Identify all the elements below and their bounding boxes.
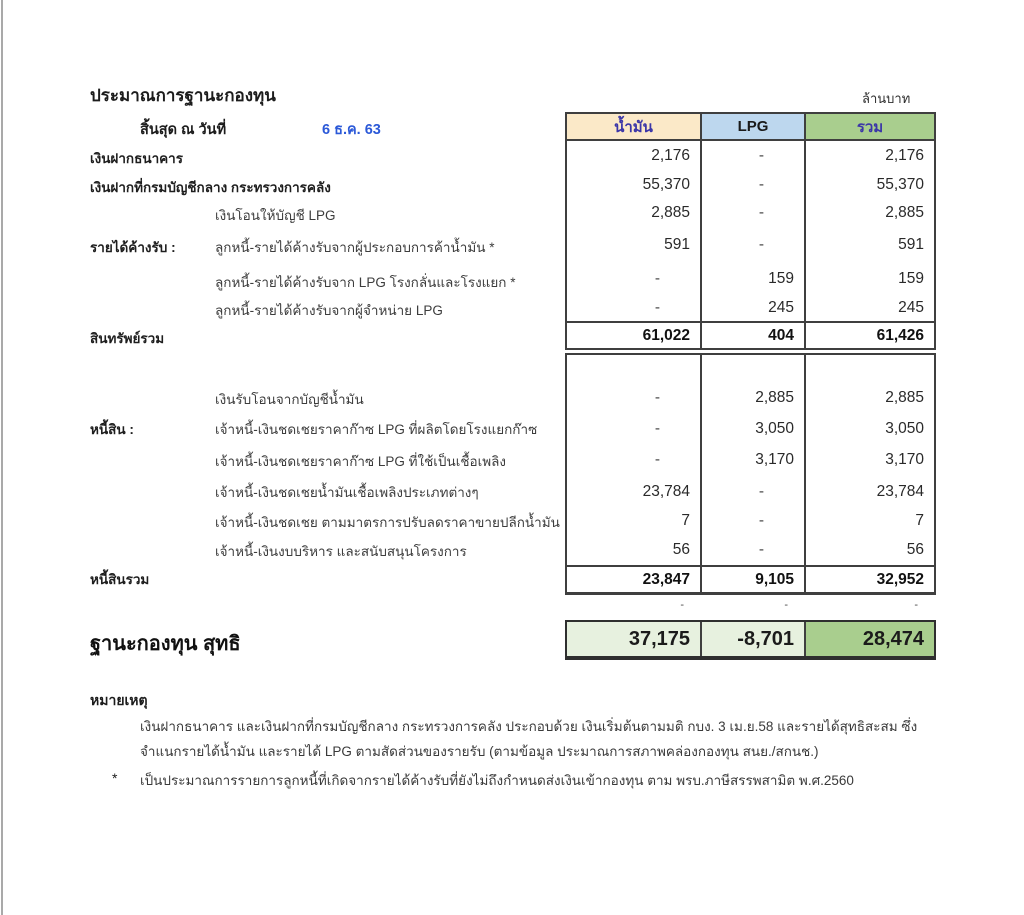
cell-total: 3,050: [804, 413, 934, 444]
table-row: [567, 413, 934, 444]
cell-oil: -: [654, 419, 660, 437]
cell-oil: -: [680, 599, 684, 611]
assets-total-row: [567, 321, 934, 348]
cell-oil-net: 37,175: [567, 622, 700, 656]
cell-total: 159: [804, 263, 934, 294]
cell-lpg: 3,050: [700, 413, 804, 444]
net-fund-status-label: ฐานะกองทุน สุทธิ: [90, 633, 241, 655]
note-text-1: เงินฝากธนาคาร และเงินฝากที่กรมบัญชีกลาง กระทรวงการคลัง ประกอบด้วย เงินเริ่มต้นตามมติ กบง. 3 เม.ย.58 และรายได้สุทธิสะสม ซึ่งจำแนกรายได้น้ำมัน และรายได้ LPG ตามสัดส่วนของรายรับ (ตามข้อมูล ประมาณการสภาพคล่องกองทุน สนย./สกนช.): [140, 719, 918, 759]
cell-lpg: -: [700, 171, 804, 199]
unit-label: ล้านบาท: [862, 91, 911, 106]
column-header-lpg: LPG: [700, 114, 804, 139]
table-row: [567, 199, 934, 227]
table-header-row: [565, 112, 936, 141]
row-label-total-liabilities: หนี้สินรวม: [90, 572, 150, 587]
liabilities-table: [565, 353, 936, 595]
cell-total: 2,885: [804, 383, 934, 413]
row-label-payable-lpg-separation: เจ้าหนี้-เงินชดเชยราคาก๊าซ LPG ที่ผลิตโดยโรงแยกก๊าซ: [215, 422, 538, 437]
cell-lpg: -: [700, 507, 804, 535]
table-row: [567, 263, 934, 294]
row-label-payable-admin-budget: เจ้าหนี้-เงินงบบริหาร และสนับสนุนโครงการ: [215, 544, 467, 559]
row-label-bank-deposits: เงินฝากธนาคาร: [90, 151, 184, 166]
cell-oil: 23,847: [642, 570, 690, 588]
cell-lpg: 159: [700, 263, 804, 294]
cell-total-net: 28,474: [804, 622, 934, 656]
note-bullet: *: [112, 770, 118, 786]
cell-total: 56: [804, 535, 934, 565]
row-label-payable-retail-price-measure: เจ้าหนี้-เงินชดเชย ตามมาตรการปรับลดราคาขายปลีกน้ำมัน: [215, 515, 560, 530]
cell-total: 61,426: [804, 323, 934, 348]
cell-oil: 2,885: [651, 204, 690, 221]
cell-oil: 23,784: [642, 482, 690, 500]
notes-heading: หมายเหตุ: [90, 692, 148, 708]
column-header-total: รวม: [804, 114, 934, 139]
cell-lpg: 9,105: [700, 567, 804, 592]
cell-oil: -: [654, 269, 660, 287]
cell-oil: 56: [672, 541, 690, 558]
row-label-payable-lpg-fuel: เจ้าหนี้-เงินชดเชยราคาก๊าซ LPG ที่ใช้เป็นเชื้อเพลิง: [215, 454, 506, 469]
cell-total: 32,952: [804, 567, 934, 592]
assets-table: [565, 141, 936, 350]
cell-lpg: 245: [700, 294, 804, 321]
cell-lpg: 2,885: [700, 383, 804, 413]
row-label-total-assets: สินทรัพย์รวม: [90, 331, 165, 346]
cell-total: 3,170: [804, 444, 934, 476]
cell-lpg: -: [700, 535, 804, 565]
column-header-oil: น้ำมัน: [567, 114, 700, 139]
note-text-2: เป็นประมาณการรายการลูกหนี้ที่เกิดจากรายได้ค้างรับที่ยังไม่ถึงกำหนดส่งเงินเข้ากองทุน ตาม พรบ.ภาษีสรรพสามิต พ.ศ.2560: [140, 773, 854, 788]
cell-oil: 591: [664, 236, 690, 253]
table-row: [567, 141, 934, 171]
cell-total: 2,885: [804, 199, 934, 227]
table-row: [567, 383, 934, 413]
row-label-transfer-to-lpg: เงินโอนให้บัญชี LPG: [215, 208, 336, 223]
group-label-accrued-income: รายได้ค้างรับ :: [90, 240, 176, 255]
cell-oil: -: [654, 451, 660, 468]
table-row: [567, 476, 934, 507]
cell-lpg: -: [700, 141, 804, 171]
row-label-comptroller-deposits: เงินฝากที่กรมบัญชีกลาง กระทรวงการคลัง: [90, 180, 331, 195]
as-of-date: 6 ธ.ค. 63: [322, 122, 381, 138]
cell-total: 23,784: [804, 476, 934, 507]
cell-total: 55,370: [804, 171, 934, 199]
cell-total: 7: [804, 507, 934, 535]
as-of-label: สิ้นสุด ณ วันที่: [140, 122, 227, 138]
spacer-row: [567, 355, 934, 383]
cell-oil: 61,022: [642, 326, 690, 344]
row-label-transfer-from-oil: เงินรับโอนจากบัญชีน้ำมัน: [215, 392, 364, 407]
cell-lpg: 3,170: [700, 444, 804, 476]
cell-total: 2,176: [804, 141, 934, 171]
liabilities-total-row: [567, 565, 934, 592]
cell-lpg: 404: [700, 323, 804, 348]
table-row: [567, 535, 934, 565]
table-row: [567, 507, 934, 535]
cell-lpg: -: [700, 476, 804, 507]
cell-empty: [700, 355, 804, 383]
cell-empty: [804, 355, 934, 383]
net-fund-status-row: [565, 620, 936, 660]
cell-lpg-net: -8,701: [700, 622, 804, 656]
cell-oil: 55,370: [642, 176, 690, 193]
cell-total: 591: [804, 227, 934, 263]
row-label-receivable-oil-traders: ลูกหนี้-รายได้ค้างรับจากผู้ประกอบการค้าน้ำมัน *: [215, 240, 495, 255]
cell-lpg: -: [784, 599, 788, 611]
table-row: [567, 227, 934, 263]
cell-oil: 7: [681, 512, 690, 529]
table-row: [567, 444, 934, 476]
group-label-liabilities: หนี้สิน :: [90, 422, 134, 437]
cell-oil: -: [654, 298, 660, 316]
adjustment-row: [565, 597, 936, 613]
cell-total: 245: [804, 294, 934, 321]
table-row: [567, 294, 934, 321]
row-label-receivable-lpg-distributors: ลูกหนี้-รายได้ค้างรับจากผู้จำหน่าย LPG: [215, 303, 443, 318]
table-row: [567, 171, 934, 199]
cell-oil: -: [654, 389, 660, 406]
row-label-payable-oil-types: เจ้าหนี้-เงินชดเชยน้ำมันเชื้อเพลิงประเภทต่างๆ: [215, 485, 479, 500]
cell-lpg: -: [700, 199, 804, 227]
page-title: ประมาณการฐานะกองทุน: [90, 86, 276, 105]
cell-empty: [567, 355, 700, 383]
cell-total: -: [914, 599, 918, 611]
cell-oil: 2,176: [651, 147, 690, 164]
cell-lpg: -: [700, 227, 804, 263]
row-label-receivable-lpg-refineries: ลูกหนี้-รายได้ค้างรับจาก LPG โรงกลั่นและโรงแยก *: [215, 275, 516, 290]
page-edge-line: [1, 0, 3, 915]
